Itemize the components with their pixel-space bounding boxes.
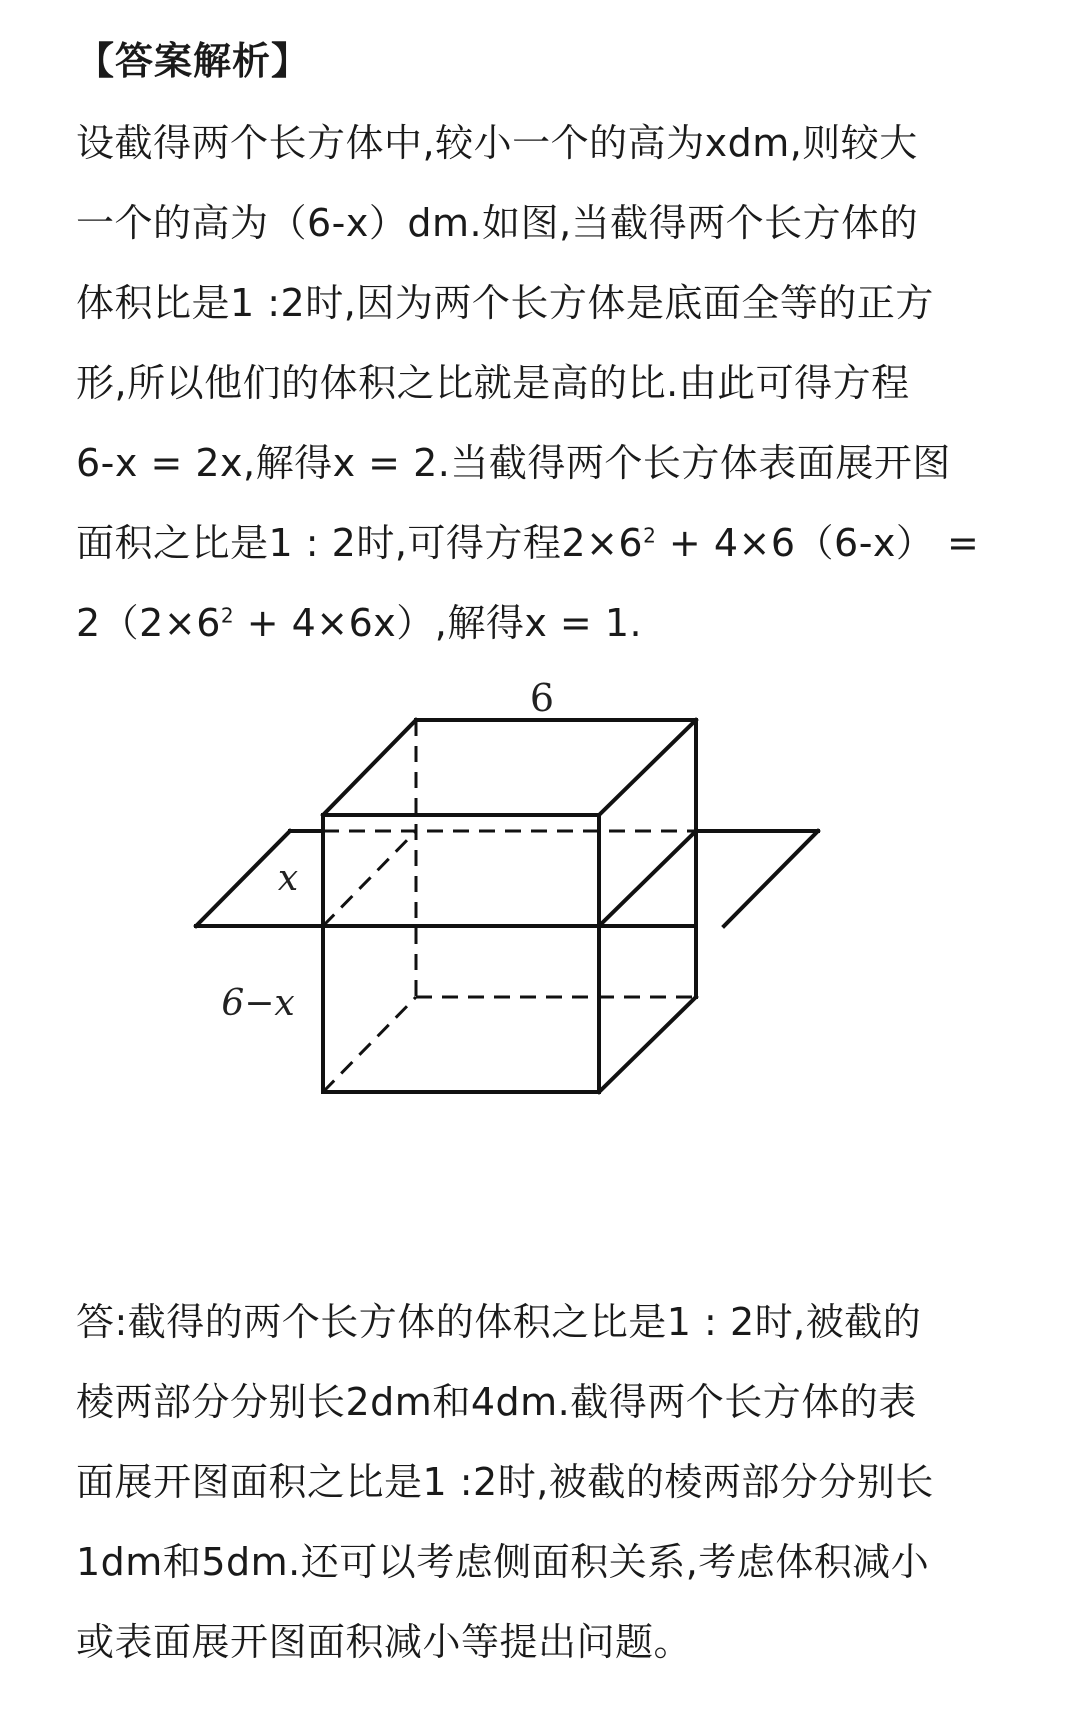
- equation-text: 面积之比是1 : 2时,可得方程2×6: [76, 521, 644, 565]
- analysis-line: 形,所以他们的体积之比就是高的比.由此可得方程: [76, 361, 910, 405]
- cube-top-right-edge: [599, 720, 696, 815]
- analysis-line: 设截得两个长方体中,较小一个的高为xdm,则较大: [76, 121, 918, 165]
- figure-label-top: 6: [529, 676, 555, 720]
- plane-left-edge: [196, 831, 290, 926]
- section-heading: 【答案解析】: [76, 39, 311, 83]
- analysis-line: 6-x = 2x,解得x = 2.当截得两个长方体表面展开图: [76, 441, 951, 485]
- equation-text: + 4×6（6-x） =: [656, 521, 980, 565]
- analysis-paragraph: [76, 103, 1006, 663]
- equation-text: + 4×6x）,解得x = 1.: [234, 601, 643, 645]
- cuboid-cut-diagram: [180, 660, 920, 1160]
- answer-line: 或表面展开图面积减小等提出问题。: [76, 1620, 693, 1664]
- analysis-line: 一个的高为（6-x）dm.如图,当截得两个长方体的: [76, 201, 919, 245]
- equation-line: [76, 503, 1006, 583]
- exponent: 2: [220, 603, 235, 628]
- plane-cube-intersection: [599, 831, 696, 926]
- exponent: 2: [643, 523, 657, 548]
- plane-right-edge: [724, 831, 818, 926]
- cube-bottom-right-edge: [599, 997, 696, 1092]
- answer-line: 1dm和5dm.还可以考虑侧面积关系,考虑体积减小: [76, 1540, 930, 1584]
- equation-text: 2（2×6: [76, 601, 221, 645]
- answer-line: 答:截得的两个长方体的体积之比是1 : 2时,被截的: [76, 1300, 922, 1344]
- analysis-line: 体积比是1 :2时,因为两个长方体是底面全等的正方: [76, 281, 934, 325]
- figure-label-x: x: [277, 858, 299, 899]
- cube-top-left-edge: [323, 720, 416, 815]
- answer-line: 面展开图面积之比是1 :2时,被截的棱两部分分别长: [76, 1460, 934, 1504]
- answer-line: 棱两部分分别长2dm和4dm.截得两个长方体的表: [76, 1380, 917, 1424]
- hidden-bottom-left-edge: [323, 997, 416, 1092]
- answer-paragraph: [76, 1282, 1006, 1682]
- figure-label-six-minus-x: 6−x: [221, 983, 295, 1024]
- cuboid-diagram-svg: [180, 660, 920, 1160]
- hidden-plane-left-edge: [323, 831, 416, 926]
- equation-line: [76, 583, 1006, 663]
